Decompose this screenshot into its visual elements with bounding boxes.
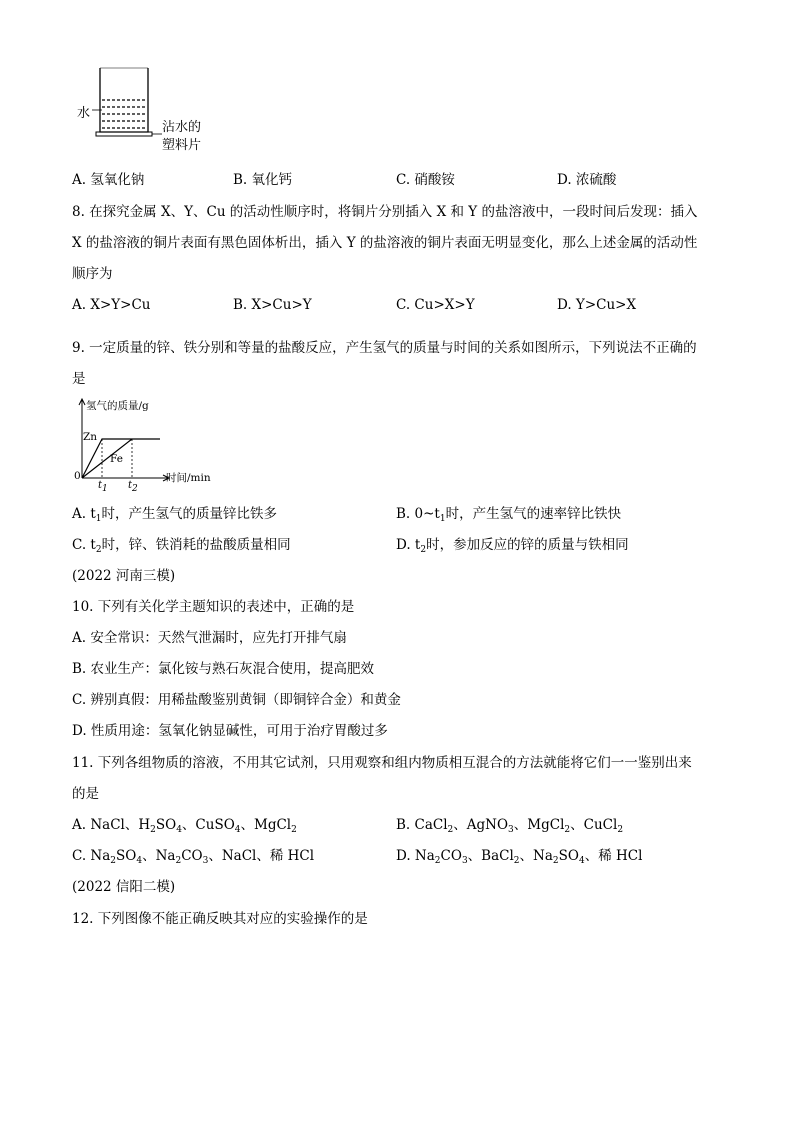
- q7-option-d: D. 浓硫酸: [557, 172, 617, 188]
- q11-option-a: A. NaCl、$H_2SO_4$、CuSO$_4$、MgCl$_2$: [72, 817, 297, 835]
- graph-zn-label: Zn: [83, 431, 98, 443]
- plastic-label-line1: 沾水的: [162, 120, 202, 135]
- q8-option-d: D. Y>Cu>X: [557, 297, 637, 313]
- graph-ylabel: 氢气的质量/g: [86, 400, 149, 412]
- hydrogen-graph: [70, 396, 230, 494]
- q7-option-a: A. 氢氧化钠: [72, 172, 145, 188]
- q11-stem-line1: 11. 下列各组物质的溶液，不用其它试剂，只用观察和组内物质相互混合的方法就能将它们一一鉴别出来: [72, 755, 692, 771]
- q7-option-b: B. 氧化钙: [233, 172, 293, 188]
- water-label: 水: [77, 106, 91, 121]
- q8-option-b: B. X>Cu>Y: [233, 297, 312, 313]
- q8-option-a: A. X>Y>Cu: [72, 297, 151, 313]
- q12-stem: 12. 下列图像不能正确反映其对应的实验操作的是: [72, 911, 368, 927]
- q9-option-d: D. $t_2$时，参加反应的锌的质量与铁相同: [396, 537, 629, 555]
- q11-stem-line2: 的是: [72, 786, 99, 802]
- q10-stem: 10. 下列有关化学主题知识的表述中，正确的是: [72, 599, 355, 615]
- graph-t2-label: $t_2$: [128, 480, 138, 494]
- q8-stem-line2: X 的盐溶液的铜片表面有黑色固体析出，插入 Y 的盐溶液的铜片表面无明显变化，那么上述金属的活动性: [72, 235, 698, 251]
- q11-option-d: D. $Na_2CO_3$、BaCl$_2$、$Na_2SO_4$、稀 HCl: [396, 848, 643, 866]
- q10-option-b: B. 农业生产：氯化铵与熟石灰混合使用，提高肥效: [72, 661, 375, 677]
- source-note-1: (2022 河南三模): [72, 568, 176, 584]
- q10-option-c: C. 辨别真假：用稀盐酸鉴别黄铜（即铜锌合金）和黄金: [72, 692, 401, 708]
- q9-option-a: A. $t_1$时，产生氢气的质量锌比铁多: [72, 506, 277, 524]
- q8-option-c: C. Cu>X>Y: [396, 297, 475, 313]
- graph-origin: 0: [74, 470, 81, 482]
- q7-option-c: C. 硝酸铵: [396, 172, 455, 188]
- graph-fe-label: Fe: [110, 453, 123, 465]
- plastic-label-line2: 塑料片: [162, 138, 202, 153]
- q8-stem-line1: 8. 在探究金属 X、Y、Cu 的活动性顺序时，将铜片分别插入 X 和 Y 的盐溶液中，一段时间后发现：插入: [72, 204, 698, 220]
- q9-stem-line2: 是: [72, 371, 86, 387]
- source-note-2: (2022 信阳二模): [72, 879, 176, 895]
- beaker-figure: [72, 62, 222, 154]
- graph-t1-label: $t_1$: [98, 480, 108, 494]
- q9-stem-line1: 9. 一定质量的锌、铁分别和等量的盐酸反应，产生氢气的质量与时间的关系如图所示，下列说法不正确的: [72, 340, 697, 356]
- q8-stem-line3: 顺序为: [72, 266, 113, 282]
- q9-option-b: B. $0\sim t_1$时，产生氢气的速率锌比铁快: [396, 506, 622, 524]
- graph-xlabel: 时间/min: [166, 472, 211, 484]
- q10-option-d: D. 性质用途：氢氧化钠显碱性，可用于治疗胃酸过多: [72, 723, 388, 739]
- q11-option-b: B. CaCl$_2$、AgNO$_3$、MgCl$_2$、CuCl$_2$: [396, 817, 624, 835]
- q9-option-c: C. $t_2$时，锌、铁消耗的盐酸质量相同: [72, 537, 291, 555]
- q11-option-c: C. $Na_2SO_4$、$Na_2CO_3$、NaCl、稀 HCl: [72, 848, 315, 866]
- q10-option-a: A. 安全常识：天然气泄漏时，应先打开排气扇: [72, 630, 347, 646]
